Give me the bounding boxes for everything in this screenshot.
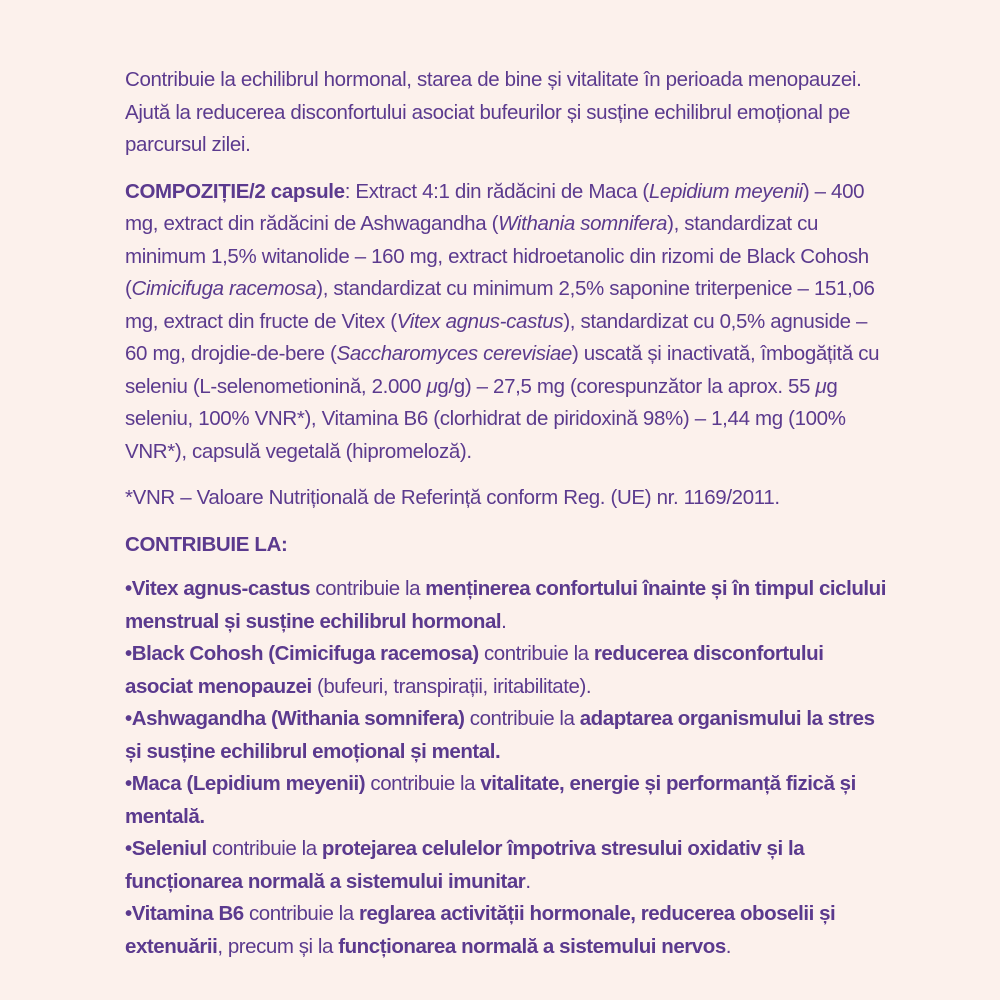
benefit-ingredient: •Vitamina B6: [125, 902, 244, 925]
benefit-effect: reglarea activității hormonale, reducerea oboselii și extenuării: [125, 902, 836, 958]
benefits-list: [125, 573, 890, 963]
benefit-item-ashwagandha: •Ashwagandha (Withania somnifera) contribuie la adaptarea organismului la stres și susține echilibrul emoțional și mental.: [125, 707, 875, 763]
benefit-effect: adaptarea organismului la stres și susține echilibrul emoțional și mental.: [125, 707, 875, 763]
micro-symbol: μ: [815, 374, 827, 398]
benefit-effect: menținerea confortului înainte și în timpul ciclului menstrual și susține echilibrul hormonal: [125, 577, 886, 633]
benefit-ingredient: •Black Cohosh (Cimicifuga racemosa): [125, 642, 479, 665]
benefit-ingredient: •Seleniul: [125, 837, 207, 860]
latin-name-black-cohosh: Cimicifuga racemosa: [131, 277, 317, 300]
benefit-ingredient: •Maca (Lepidium meyenii): [125, 772, 366, 795]
benefit-item-maca: •Maca (Lepidium meyenii) contribuie la vitalitate, energie și performanță fizică și mentală.: [125, 772, 856, 828]
benefit-item-vitamina-b6: •Vitamina B6 contribuie la reglarea activității hormonale, reducerea oboselii și extenuării, precum și la funcționarea normală a sistemului nervos.: [125, 902, 836, 958]
benefit-effect: protejarea celulelor împotriva stresului oxidativ și la funcționarea normală a sistemului imunitar: [125, 837, 805, 893]
intro-paragraph: [125, 64, 890, 162]
contribuie-heading: CONTRIBUIE LA:: [125, 532, 288, 556]
vnr-footnote: *VNR – Valoare Nutrițională de Referință conform Reg. (UE) nr. 1169/2011.: [125, 486, 780, 509]
latin-name-maca: Lepidium meyenii: [648, 179, 803, 203]
benefit-ingredient: •Ashwagandha (Withania somnifera): [125, 707, 465, 730]
composition-label: COMPOZIȚIE/2 capsule: [125, 179, 345, 203]
benefit-item-vitex: •Vitex agnus-castus contribuie la menținerea confortului înainte și în timpul ciclului menstrual și susține echilibrul hormonal.: [125, 577, 886, 633]
benefit-item-black-cohosh: •Black Cohosh (Cimicifuga racemosa) contribuie la reducerea disconfortului asociat menopauzei (bufeuri, transpirații, iritabilitate).: [125, 642, 824, 698]
benefit-effect-secondary: funcționarea normală a sistemului nervos: [338, 934, 726, 958]
latin-name-vitex: Vitex agnus-castus: [396, 309, 564, 333]
micro-symbol: μ: [426, 374, 438, 398]
intro-line-2: Ajută la reducerea disconfortului asociat bufeurilor și susține echilibrul emoțional pe parcursul zilei.: [125, 100, 851, 156]
composition-paragraph: COMPOZIȚIE/2 capsule: Extract 4:1 din rădăcini de Maca (Lepidium meyenii) – 400 mg, extract din rădăcini de Ashwagandha (Withania somnifera), standardizat cu minimum 1,5% witanolide – 160 mg, extract hidroetanolic din rizomi de Black Cohosh (Cimicifuga racemosa), standardizat cu minimum 2,5% saponine triterpenice – 151,06 mg, extract din fructe de Vitex (Vitex agnus-castus), standardizat cu 0,5% agnuside – 60 mg, drojdie-de-bere (Saccharomyces cerevisiae) uscată și inactivată, îmbogățită cu seleniu (L-selenometionină, 2.000 μg/g) – 27,5 mg (corespunzător la aprox. 55 μg seleniu, 100% VNR*), Vitamina B6 (clorhidrat de piridoxină 98%) – 1,44 mg (100% VNR*), capsulă vegetală (hipromeloză).: [125, 179, 880, 463]
benefit-effect: reducerea disconfortului asociat menopauzei: [125, 642, 824, 698]
latin-name-yeast: Saccharomyces cerevisiae: [336, 342, 572, 365]
latin-name-ashwagandha: Withania somnifera: [498, 212, 668, 235]
benefit-item-seleniu: •Seleniul contribuie la protejarea celulelor împotriva stresului oxidativ și la funcționarea normală a sistemului imunitar.: [125, 837, 805, 893]
benefit-effect: vitalitate, energie și performanță fizică și mentală.: [125, 772, 856, 828]
benefit-ingredient: •Vitex agnus-castus: [125, 577, 311, 600]
intro-line-1: Contribuie la echilibrul hormonal, starea de bine și vitalitate în perioada menopauzei.: [125, 68, 862, 91]
